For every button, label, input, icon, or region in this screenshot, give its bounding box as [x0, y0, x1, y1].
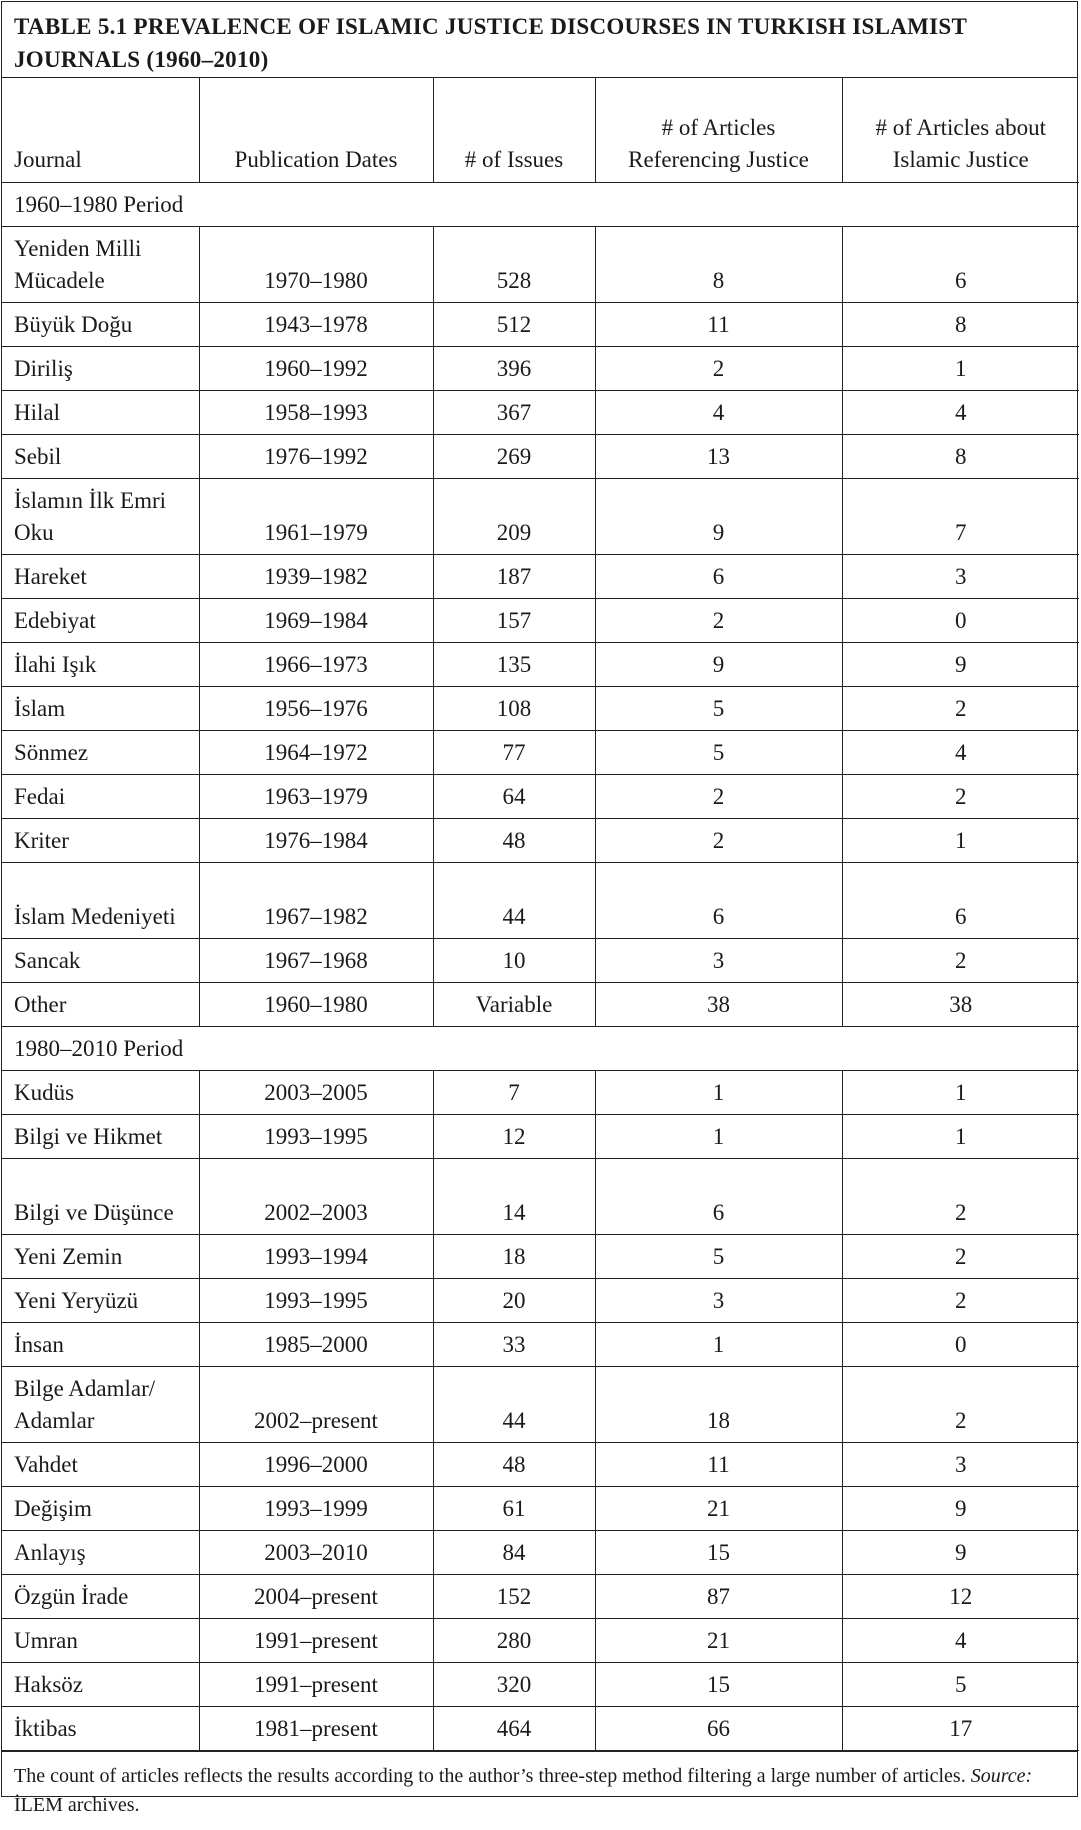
cell-publication-dates: 1960–1980 [199, 982, 433, 1026]
cell-articles-islamic-justice: 2 [842, 1366, 1079, 1442]
cell-issues: 12 [433, 1114, 595, 1158]
table-row [2, 478, 1079, 554]
cell-journal: İslam [2, 686, 199, 730]
cell-articles-islamic-justice: 6 [842, 862, 1079, 938]
cell-articles-referencing-justice: 5 [595, 1234, 842, 1278]
cell-publication-dates: 2004–present [199, 1574, 433, 1618]
cell-articles-islamic-justice: 2 [842, 1278, 1079, 1322]
table-row [2, 1486, 1079, 1530]
cell-publication-dates: 1976–1992 [199, 434, 433, 478]
cell-articles-referencing-justice: 1 [595, 1114, 842, 1158]
cell-articles-referencing-justice: 2 [595, 818, 842, 862]
cell-issues: 44 [433, 862, 595, 938]
header-row [2, 78, 1079, 182]
cell-articles-islamic-justice: 2 [842, 686, 1079, 730]
cell-articles-referencing-justice: 87 [595, 1574, 842, 1618]
cell-journal: Sancak [2, 938, 199, 982]
cell-articles-islamic-justice: 4 [842, 390, 1079, 434]
cell-issues: 396 [433, 346, 595, 390]
cell-journal: İlahi Işık [2, 642, 199, 686]
cell-journal: Other [2, 982, 199, 1026]
table-frame [1, 1, 1078, 1816]
table-row [2, 730, 1079, 774]
table-row [2, 1618, 1079, 1662]
header-articles-referencing-justice: # of Articles Referencing Justice [595, 78, 842, 182]
cell-publication-dates: 1976–1984 [199, 818, 433, 862]
cell-journal: Bilgi ve Hikmet [2, 1114, 199, 1158]
cell-publication-dates: 1967–1982 [199, 862, 433, 938]
cell-issues: 280 [433, 1618, 595, 1662]
cell-articles-referencing-justice: 3 [595, 1278, 842, 1322]
cell-journal: Hareket [2, 554, 199, 598]
cell-articles-referencing-justice: 9 [595, 478, 842, 554]
table-row [2, 642, 1079, 686]
cell-articles-islamic-justice: 17 [842, 1706, 1079, 1750]
period-row [2, 1026, 1079, 1070]
header-articles-islamic-justice: # of Articles about Islamic Justice [842, 78, 1079, 182]
cell-articles-islamic-justice: 2 [842, 1158, 1079, 1234]
cell-articles-referencing-justice: 13 [595, 434, 842, 478]
cell-articles-referencing-justice: 1 [595, 1070, 842, 1114]
cell-journal: Değişim [2, 1486, 199, 1530]
table-row [2, 390, 1079, 434]
table-note [2, 1751, 1077, 1830]
cell-journal: Yeniden Milli Mücadele [2, 226, 199, 302]
cell-articles-referencing-justice: 2 [595, 774, 842, 818]
cell-journal: Umran [2, 1618, 199, 1662]
table-row [2, 598, 1079, 642]
cell-articles-islamic-justice: 0 [842, 598, 1079, 642]
cell-journal: İktibas [2, 1706, 199, 1750]
cell-publication-dates: 1991–present [199, 1618, 433, 1662]
table-row [2, 226, 1079, 302]
cell-issues: 18 [433, 1234, 595, 1278]
cell-articles-referencing-justice: 4 [595, 390, 842, 434]
cell-issues: 135 [433, 642, 595, 686]
cell-articles-islamic-justice: 2 [842, 1234, 1079, 1278]
cell-publication-dates: 1963–1979 [199, 774, 433, 818]
cell-articles-islamic-justice: 1 [842, 1114, 1079, 1158]
table-row [2, 1574, 1079, 1618]
cell-journal: Vahdet [2, 1442, 199, 1486]
table-title: TABLE 5.1 PREVALENCE OF ISLAMIC JUSTICE DISCOURSES IN TURKISH ISLAMIST JOURNALS (1960–2010) [2, 2, 1077, 78]
cell-articles-referencing-justice: 21 [595, 1618, 842, 1662]
table-row [2, 1114, 1079, 1158]
cell-issues: 209 [433, 478, 595, 554]
cell-issues: 152 [433, 1574, 595, 1618]
table-row [2, 1322, 1079, 1366]
cell-articles-islamic-justice: 4 [842, 1618, 1079, 1662]
cell-journal: Haksöz [2, 1662, 199, 1706]
cell-publication-dates: 1966–1973 [199, 642, 433, 686]
cell-articles-islamic-justice: 12 [842, 1574, 1079, 1618]
cell-publication-dates: 1943–1978 [199, 302, 433, 346]
period-label: 1980–2010 Period [2, 1026, 1079, 1070]
cell-articles-referencing-justice: 6 [595, 862, 842, 938]
cell-journal: Sönmez [2, 730, 199, 774]
cell-journal: Bilge Adamlar/ Adamlar [2, 1366, 199, 1442]
cell-issues: 84 [433, 1530, 595, 1574]
note-source-label: Source: [970, 1764, 1033, 1787]
cell-issues: 10 [433, 938, 595, 982]
table-row [2, 818, 1079, 862]
period-label: 1960–1980 Period [2, 182, 1079, 226]
cell-issues: 7 [433, 1070, 595, 1114]
cell-issues: 464 [433, 1706, 595, 1750]
cell-publication-dates: 1964–1972 [199, 730, 433, 774]
cell-journal: Sebil [2, 434, 199, 478]
cell-articles-referencing-justice: 38 [595, 982, 842, 1026]
cell-articles-islamic-justice: 9 [842, 642, 1079, 686]
cell-publication-dates: 1981–present [199, 1706, 433, 1750]
table-row [2, 1530, 1079, 1574]
table-row [2, 346, 1079, 390]
cell-publication-dates: 1970–1980 [199, 226, 433, 302]
cell-issues: 187 [433, 554, 595, 598]
cell-issues: 33 [433, 1322, 595, 1366]
table-row [2, 302, 1079, 346]
cell-articles-islamic-justice: 6 [842, 226, 1079, 302]
cell-publication-dates: 1939–1982 [199, 554, 433, 598]
cell-journal: Edebiyat [2, 598, 199, 642]
cell-publication-dates: 2003–2010 [199, 1530, 433, 1574]
cell-articles-referencing-justice: 11 [595, 302, 842, 346]
note-text: The count of articles reflects the results according to the author’s three-step method filtering a large number of articles. [14, 1764, 966, 1787]
cell-journal: Anlayış [2, 1530, 199, 1574]
cell-journal: Bilgi ve Düşünce [2, 1158, 199, 1234]
table-row [2, 434, 1079, 478]
cell-articles-referencing-justice: 9 [595, 642, 842, 686]
cell-publication-dates: 1956–1976 [199, 686, 433, 730]
cell-journal: Kudüs [2, 1070, 199, 1114]
cell-publication-dates: 1969–1984 [199, 598, 433, 642]
cell-articles-islamic-justice: 5 [842, 1662, 1079, 1706]
cell-issues: 528 [433, 226, 595, 302]
header-journal: Journal [2, 78, 199, 182]
cell-articles-islamic-justice: 4 [842, 730, 1079, 774]
cell-publication-dates: 2002–2003 [199, 1158, 433, 1234]
table-row [2, 982, 1079, 1026]
table-row [2, 862, 1079, 938]
cell-issues: 14 [433, 1158, 595, 1234]
cell-publication-dates: 2002–present [199, 1366, 433, 1442]
table-row [2, 938, 1079, 982]
cell-publication-dates: 1991–present [199, 1662, 433, 1706]
cell-issues: Variable [433, 982, 595, 1026]
cell-publication-dates: 1967–1968 [199, 938, 433, 982]
cell-articles-referencing-justice: 15 [595, 1530, 842, 1574]
cell-articles-islamic-justice: 3 [842, 1442, 1079, 1486]
cell-articles-referencing-justice: 1 [595, 1322, 842, 1366]
cell-journal: İnsan [2, 1322, 199, 1366]
cell-journal: Hilal [2, 390, 199, 434]
cell-articles-referencing-justice: 2 [595, 346, 842, 390]
cell-publication-dates: 1993–1995 [199, 1278, 433, 1322]
table-row [2, 1706, 1079, 1750]
cell-articles-islamic-justice: 38 [842, 982, 1079, 1026]
cell-issues: 77 [433, 730, 595, 774]
table-row [2, 686, 1079, 730]
table-row [2, 774, 1079, 818]
cell-articles-islamic-justice: 9 [842, 1530, 1079, 1574]
cell-publication-dates: 1993–1994 [199, 1234, 433, 1278]
journals-table [2, 78, 1079, 1751]
cell-articles-islamic-justice: 7 [842, 478, 1079, 554]
table-row [2, 1070, 1079, 1114]
cell-articles-islamic-justice: 1 [842, 818, 1079, 862]
cell-issues: 512 [433, 302, 595, 346]
cell-articles-referencing-justice: 15 [595, 1662, 842, 1706]
cell-journal: Kriter [2, 818, 199, 862]
note-source-text: İLEM archives. [14, 1793, 140, 1816]
table-row [2, 1158, 1079, 1234]
cell-articles-islamic-justice: 0 [842, 1322, 1079, 1366]
cell-publication-dates: 1993–1999 [199, 1486, 433, 1530]
cell-articles-islamic-justice: 8 [842, 434, 1079, 478]
cell-journal: Fedai [2, 774, 199, 818]
cell-articles-islamic-justice: 3 [842, 554, 1079, 598]
cell-publication-dates: 1960–1992 [199, 346, 433, 390]
cell-publication-dates: 1993–1995 [199, 1114, 433, 1158]
cell-articles-referencing-justice: 8 [595, 226, 842, 302]
table-row [2, 1366, 1079, 1442]
cell-issues: 48 [433, 1442, 595, 1486]
cell-articles-referencing-justice: 11 [595, 1442, 842, 1486]
cell-issues: 367 [433, 390, 595, 434]
cell-publication-dates: 1961–1979 [199, 478, 433, 554]
cell-articles-referencing-justice: 5 [595, 686, 842, 730]
cell-journal: Büyük Doğu [2, 302, 199, 346]
cell-articles-islamic-justice: 2 [842, 938, 1079, 982]
table-row [2, 1278, 1079, 1322]
cell-articles-referencing-justice: 18 [595, 1366, 842, 1442]
cell-issues: 157 [433, 598, 595, 642]
cell-issues: 320 [433, 1662, 595, 1706]
cell-articles-islamic-justice: 1 [842, 346, 1079, 390]
cell-issues: 61 [433, 1486, 595, 1530]
cell-articles-referencing-justice: 21 [595, 1486, 842, 1530]
cell-articles-islamic-justice: 2 [842, 774, 1079, 818]
cell-issues: 48 [433, 818, 595, 862]
table-body [2, 182, 1079, 1750]
cell-journal: Yeni Yeryüzü [2, 1278, 199, 1322]
cell-publication-dates: 1985–2000 [199, 1322, 433, 1366]
cell-articles-referencing-justice: 6 [595, 554, 842, 598]
cell-articles-referencing-justice: 5 [595, 730, 842, 774]
cell-publication-dates: 1958–1993 [199, 390, 433, 434]
table-row [2, 554, 1079, 598]
cell-journal: İslam Medeniyeti [2, 862, 199, 938]
cell-issues: 44 [433, 1366, 595, 1442]
cell-journal: Diriliş [2, 346, 199, 390]
cell-journal: Özgün İrade [2, 1574, 199, 1618]
cell-issues: 20 [433, 1278, 595, 1322]
table-row [2, 1442, 1079, 1486]
cell-journal: Yeni Zemin [2, 1234, 199, 1278]
cell-articles-referencing-justice: 6 [595, 1158, 842, 1234]
cell-publication-dates: 2003–2005 [199, 1070, 433, 1114]
cell-issues: 108 [433, 686, 595, 730]
cell-articles-islamic-justice: 1 [842, 1070, 1079, 1114]
header-issues: # of Issues [433, 78, 595, 182]
table-row [2, 1234, 1079, 1278]
cell-articles-islamic-justice: 8 [842, 302, 1079, 346]
table-row [2, 1662, 1079, 1706]
cell-journal: İslamın İlk Emri Oku [2, 478, 199, 554]
cell-issues: 269 [433, 434, 595, 478]
header-publication-dates: Publication Dates [199, 78, 433, 182]
cell-articles-referencing-justice: 3 [595, 938, 842, 982]
cell-issues: 64 [433, 774, 595, 818]
cell-articles-islamic-justice: 9 [842, 1486, 1079, 1530]
period-row [2, 182, 1079, 226]
cell-publication-dates: 1996–2000 [199, 1442, 433, 1486]
cell-articles-referencing-justice: 66 [595, 1706, 842, 1750]
cell-articles-referencing-justice: 2 [595, 598, 842, 642]
